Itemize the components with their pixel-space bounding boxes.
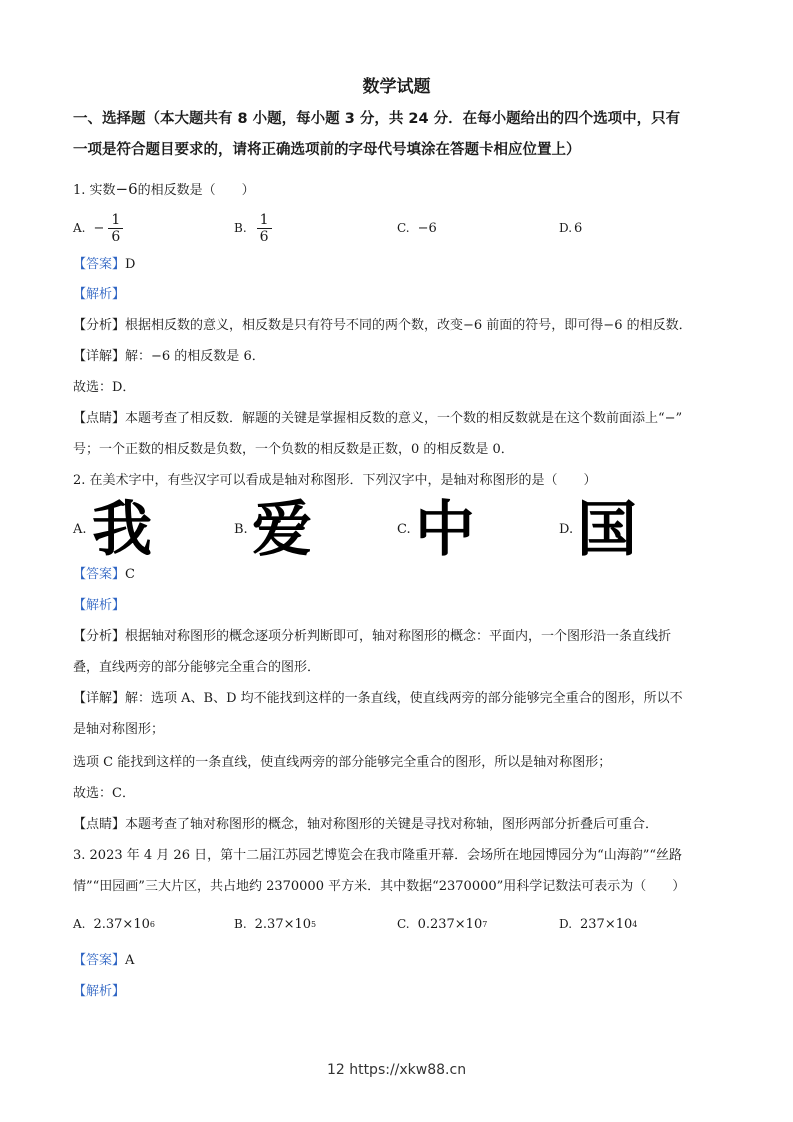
fraction-numerator: 1 bbox=[257, 212, 272, 229]
q3-option-a bbox=[73, 904, 155, 944]
option-label: A. bbox=[73, 221, 86, 235]
xiangjie-tag: 【详解】 bbox=[73, 691, 126, 706]
q2-option-d-label: D. bbox=[559, 522, 574, 537]
page-title: 数学试题 bbox=[362, 77, 431, 97]
q3-answer bbox=[73, 952, 134, 970]
xiangjie-text: 解：−6 的相反数是 6． bbox=[125, 349, 265, 364]
q1-options bbox=[73, 208, 733, 248]
q3-analysis-tag: 【解析】 bbox=[73, 984, 126, 999]
q2-stem: 2. 在美术字中，有些汉字可以看成是轴对称图形．下列汉字中，是轴对称图形的是（ ） bbox=[73, 473, 597, 488]
option-label: B. bbox=[234, 221, 247, 235]
q3-options bbox=[73, 904, 733, 944]
q2-option-a-char: 我 bbox=[92, 495, 152, 565]
answer-value: C bbox=[125, 567, 135, 582]
section-heading-line-2: 一项是符合题目要求的，请将正确选项前的字母代号填涂在答题卡相应位置上） bbox=[73, 142, 581, 158]
q1-option-d bbox=[559, 208, 582, 248]
q1-xiangjie bbox=[73, 348, 265, 366]
option-value: 6 bbox=[574, 220, 583, 236]
fenxi-tag: 【分析】 bbox=[73, 318, 126, 333]
option-value: −6 bbox=[417, 220, 437, 236]
q3-option-d bbox=[559, 904, 637, 944]
q2-fenxi-line-2: 叠，直线两旁的部分能够完全重合的图形． bbox=[73, 660, 321, 675]
fraction-numerator: 1 bbox=[108, 212, 123, 229]
fenxi-text: 根据轴对称图形的概念逐项分析判断即可，轴对称图形的概念：平面内，一个图形沿一条直线折 bbox=[125, 629, 672, 644]
dianjing-text: 本题考查了轴对称图形的概念，轴对称图形的关键是寻找对称轴，图形两部分折叠后可重合． bbox=[125, 817, 659, 832]
q1-dianjing-line-1 bbox=[73, 410, 682, 428]
section-heading-line-1: 一、选择题（本大题共有 8 小题，每小题 3 分，共 24 分．在每小题给出的四个选项中，只有 bbox=[73, 111, 681, 127]
dianjing-tag: 【点睛】 bbox=[73, 411, 126, 426]
dianjing-text: 本题考查了相反数．解题的关键是掌握相反数的意义，一个数的相反数就是在这个数前面添上“−” bbox=[125, 411, 683, 426]
fraction-denominator: 6 bbox=[111, 228, 121, 245]
q2-option-b-label: B. bbox=[234, 522, 248, 537]
q2-option-b-char: 爱 bbox=[252, 495, 312, 565]
option-label: C. bbox=[397, 221, 410, 235]
q1-option-a bbox=[73, 208, 123, 248]
q1-stem-post: 的相反数是（ ） bbox=[137, 183, 255, 198]
answer-value: A bbox=[125, 953, 135, 968]
q1-stem-number: −6 bbox=[115, 180, 138, 198]
option-label: D. bbox=[559, 221, 573, 235]
answer-tag: 【答案】 bbox=[73, 953, 126, 968]
q2-answer bbox=[73, 566, 135, 584]
option-label: A. bbox=[73, 917, 86, 931]
q3-stem-line-1: 3. 2023 年 4 月 26 日，第十二届江苏园艺博览会在我市隆重开幕．会场所在地园博园分为“山海韵”“丝路 bbox=[73, 848, 683, 863]
option-mantissa: 2.37×10 bbox=[254, 916, 312, 932]
q3-option-c bbox=[397, 904, 487, 944]
q1-analysis-tag: 【解析】 bbox=[73, 287, 126, 302]
q1-stem-pre: 1. 实数 bbox=[73, 183, 116, 198]
q2-option-c-char: 中 bbox=[415, 495, 475, 565]
option-exponent: 4 bbox=[632, 919, 638, 929]
q2-xiangjie-line-2: 是轴对称图形； bbox=[73, 722, 165, 737]
dianjing-tag: 【点睛】 bbox=[73, 817, 126, 832]
q2-choose: 故选：C． bbox=[73, 786, 135, 801]
q1-answer bbox=[73, 256, 135, 274]
answer-tag: 【答案】 bbox=[73, 257, 126, 272]
option-label: B. bbox=[234, 917, 247, 931]
q1-stem bbox=[73, 180, 255, 200]
page-footer: 12 https://xkw88.cn bbox=[326, 1062, 467, 1078]
q1-option-b bbox=[234, 208, 272, 248]
option-exponent: 6 bbox=[149, 919, 155, 929]
q2-option-c-label: C. bbox=[397, 522, 411, 537]
fenxi-text: 根据相反数的意义，相反数是只有符号不同的两个数，改变−6 前面的符号，即可得−6 的相反数． bbox=[125, 318, 692, 333]
q2-dianjing bbox=[73, 816, 658, 834]
fraction bbox=[257, 212, 272, 245]
option-exponent: 7 bbox=[482, 919, 488, 929]
q1-option-c bbox=[397, 208, 437, 248]
q2-xiangjie-line-3: 选项 C 能找到这样的一条直线，使直线两旁的部分能够完全重合的图形，所以是轴对称图形； bbox=[73, 755, 612, 770]
answer-tag: 【答案】 bbox=[73, 567, 126, 582]
option-label: D. bbox=[559, 917, 573, 931]
q2-xiangjie-line-1 bbox=[73, 690, 683, 708]
answer-value: D bbox=[125, 257, 136, 272]
option-exponent: 5 bbox=[311, 919, 317, 929]
fraction-sign: − bbox=[93, 220, 105, 236]
q2-option-d-char: 国 bbox=[577, 495, 637, 565]
q1-choose: 故选：D． bbox=[73, 380, 136, 395]
q3-stem-line-2: 情”“田园画”三大片区，共占地约 2370000 平方米．其中数据“2370000”用科学记数法可表示为（ ） bbox=[73, 879, 686, 894]
fraction-denominator: 6 bbox=[259, 228, 269, 245]
q2-option-a-label: A. bbox=[73, 522, 87, 537]
q1-dianjing-line-2: 号；一个正数的相反数是负数，一个负数的相反数是正数，0 的相反数是 0． bbox=[73, 442, 514, 457]
q1-fenxi bbox=[73, 317, 692, 335]
xiangjie-tag: 【详解】 bbox=[73, 349, 126, 364]
fenxi-tag: 【分析】 bbox=[73, 629, 126, 644]
q2-analysis-tag: 【解析】 bbox=[73, 598, 126, 613]
xiangjie-text: 解：选项 A、B、D 均不能找到这样的一条直线，使直线两旁的部分能够完全重合的图形，所以不 bbox=[125, 691, 683, 706]
q2-fenxi-line-1 bbox=[73, 628, 671, 646]
option-mantissa: 0.237×10 bbox=[417, 916, 483, 932]
option-mantissa: 2.37×10 bbox=[93, 916, 150, 932]
q3-option-b bbox=[234, 904, 316, 944]
fraction bbox=[108, 212, 123, 245]
option-label: C. bbox=[397, 917, 410, 931]
option-mantissa: 237×10 bbox=[580, 916, 633, 932]
